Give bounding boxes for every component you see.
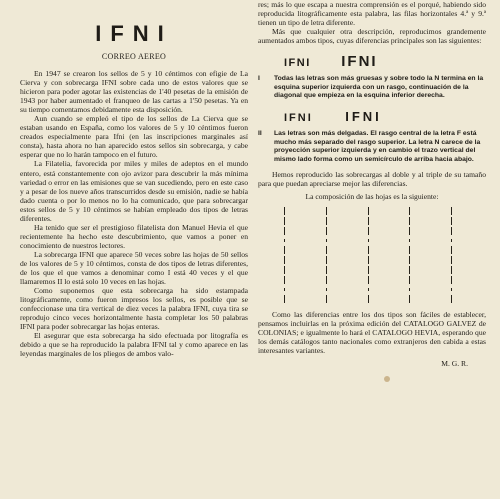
type-1-numeral: I bbox=[258, 75, 260, 83]
type-2-mark bbox=[368, 239, 369, 242]
type-1-mark bbox=[368, 295, 369, 303]
paragraph: Como las diferencias entre los dos tipos son fáciles de establecer, pensamos incluirlas en la próxima edición del CATALOGO GALVEZ de COLONIAS; e igualmente lo hará el CATALOGO HEVIA, esperando que los demás catálogos tanto nacionales como extranjeros den cabida a estas interesantes variantes. bbox=[258, 310, 486, 356]
type-1-mark bbox=[284, 227, 285, 235]
sheet-column bbox=[409, 206, 410, 304]
type-1-mark bbox=[409, 217, 410, 225]
sheet-column bbox=[326, 206, 327, 304]
type-1-mark bbox=[368, 207, 369, 215]
type-1-mark bbox=[284, 266, 285, 274]
paragraph: El asegurar que esta sobrecarga ha sido efectuada por litografía es debido a que se ha reproducido la palabra IFNI tal y como aparece en las leyendas marginales de los pliegos de ambos valo- bbox=[20, 331, 248, 359]
type-1-mark bbox=[326, 207, 327, 215]
type-1-mark bbox=[326, 246, 327, 254]
type-1-mark bbox=[409, 246, 410, 254]
type-1-mark bbox=[451, 207, 452, 215]
section-subtitle: CORREO AEREO bbox=[101, 52, 167, 61]
type-2-mark bbox=[409, 239, 410, 242]
type-1-mark bbox=[284, 246, 285, 254]
type-1-sample-large: IFNI bbox=[341, 53, 378, 71]
type-1-mark bbox=[284, 295, 285, 303]
paragraph: La Filatelia, favorecida por miles y miles de adeptos en el mundo entero, está constantemente con ojo avizor para descubrir la más mínima variedad o error en las emisiones que se van sucediendo, pero en este caso y a pesar de los nueve años transcurridos desde su emisión, nadie se había dado cuenta o por lo menos no lo ha comunicado, que para sobrecargar estos sellos de 5 y 10 céntimos se habían empleado dos tipos de letras diferentes. bbox=[20, 159, 248, 223]
page-title: IFNI bbox=[95, 21, 173, 46]
type-1-mark bbox=[284, 256, 285, 264]
type-1-mark bbox=[368, 266, 369, 274]
paragraph: En 1947 se crearon los sellos de 5 y 10 céntimos con efigie de La Cierva y con sobrecarga IFNI sobre cada uno de estos valores que se hicieron para poder agotar las existencias de 1'40 pesetas de la emisión de 1943 por haber aumentado el franqueo de las cartas a 1'50 pesetas. Ya en su tiempo comentamos debidamente esta disposición. bbox=[20, 69, 248, 115]
sheet-column bbox=[284, 206, 285, 304]
type-1-mark bbox=[368, 246, 369, 254]
type-1-mark bbox=[326, 276, 327, 284]
paragraph: Más que cualquier otra descripción, reproducimos grandemente aumentados ambos tipos, cuyas diferencias principales son las siguientes: bbox=[258, 27, 486, 46]
type-2-mark bbox=[326, 288, 327, 291]
type-1-mark bbox=[409, 276, 410, 284]
type-1-mark bbox=[368, 256, 369, 264]
type-1-mark bbox=[409, 207, 410, 215]
right-column bbox=[258, 0, 486, 368]
type-2-sample-large: IFNI bbox=[345, 109, 382, 125]
type-1-mark bbox=[284, 276, 285, 284]
paragraph: Hemos reproducido las sobrecargas al doble y al triple de su tamaño para que puedan apreciarse mejor las diferencias. bbox=[258, 170, 486, 189]
paper-stain bbox=[384, 376, 390, 382]
type-1-description bbox=[258, 75, 486, 100]
type-1-mark bbox=[326, 266, 327, 274]
type-2-mark bbox=[326, 239, 327, 242]
sheet-composition-diagram bbox=[284, 206, 452, 304]
type-2-samples bbox=[258, 108, 486, 126]
type-1-mark bbox=[326, 217, 327, 225]
type-2-sample-small: IFNI bbox=[284, 112, 313, 125]
type-1-mark bbox=[451, 276, 452, 284]
type-1-mark bbox=[409, 227, 410, 235]
type-2-mark bbox=[409, 288, 410, 291]
type-1-text: Todas las letras son más gruesas y sobre todo la N termina en la esquina superior izquierda con un rasgo, continuación de la diagonal que empieza en la esquina inferior derecha. bbox=[274, 75, 484, 100]
type-1-mark bbox=[409, 266, 410, 274]
type-1-mark bbox=[326, 227, 327, 235]
paragraph: Aun cuando se empleó el tipo de los sellos de La Cierva que se estaban usando en España, como los valores de 5 y 10 céntimos fueron creados especialmente para Ifni (en las inscripciones marginales así consta), hasta ahora no han aparecido estos sellos sin sobrecarga, y cabe esperar que no lo harán tampoco en el futuro. bbox=[20, 114, 248, 160]
type-1-mark bbox=[284, 217, 285, 225]
paragraph: Ha tenido que ser el prestigioso filatelista don Manuel Hevia el que recientemente ha hecho este descubrimiento, que vamos a poner en conocimiento de nuestros lectores. bbox=[20, 222, 248, 250]
type-2-mark bbox=[368, 288, 369, 291]
type-1-samples bbox=[258, 53, 486, 71]
left-column bbox=[20, 0, 248, 359]
type-2-mark bbox=[284, 288, 285, 291]
type-1-mark bbox=[451, 246, 452, 254]
type-2-mark bbox=[284, 239, 285, 242]
type-2-text: Las letras son más delgadas. El rasgo central de la letra F está mucho más separado del rasgo superior. La letra N carece de la proyección superior izquierda y en cambio el trazo vertical del mismo lado forma como un semicírculo de arriba hacia abajo. bbox=[274, 130, 481, 163]
type-1-mark bbox=[451, 256, 452, 264]
type-2-mark bbox=[451, 288, 452, 291]
type-1-mark bbox=[409, 295, 410, 303]
type-1-mark bbox=[284, 207, 285, 215]
type-1-mark bbox=[326, 256, 327, 264]
author-signature: M. G. R. bbox=[441, 359, 468, 369]
paragraph: La composición de las hojas es la siguiente: bbox=[305, 192, 439, 202]
paragraph: Como suponemos que esta sobrecarga ha sido estampada litográficamente, como fueron impresos los sellos, es posible que se confeccionase una tira vertical de diez veces la palabra IFNI, cuya tira se reprodujo cinco veces horizontalmente hasta completar los 50 palabras IFNI para poder sobrecargar las hojas enteras. bbox=[20, 286, 248, 332]
type-1-mark bbox=[368, 276, 369, 284]
type-1-mark bbox=[368, 227, 369, 235]
paragraph: La sobrecarga IFNI que aparece 50 veces sobre las hojas de 50 sellos de los valores de 5 y 10 céntimos, consta de dos tipos de letras diferentes, de los que el que vamos a denominar como I está 40 veces y el que llamaremos II lo está solo 10 veces en las hojas. bbox=[20, 249, 248, 287]
type-1-mark bbox=[326, 295, 327, 303]
sheet-column bbox=[368, 206, 369, 304]
paragraph: res; más lo que escapa a nuestra comprensión es el porqué, habiendo sido reproducida litográficamente esta palabra, las filas horizontales 4.ª y 9.ª tienen un tipo de letra diferente. bbox=[258, 0, 486, 28]
sheet-column bbox=[451, 206, 452, 304]
type-1-sample-small: IFNI bbox=[284, 57, 311, 70]
type-1-mark bbox=[451, 295, 452, 303]
type-2-numeral: II bbox=[258, 130, 262, 138]
type-1-mark bbox=[409, 256, 410, 264]
type-1-mark bbox=[451, 217, 452, 225]
type-1-mark bbox=[451, 227, 452, 235]
type-2-mark bbox=[451, 239, 452, 242]
type-2-description bbox=[258, 130, 486, 164]
type-1-mark bbox=[368, 217, 369, 225]
type-1-mark bbox=[451, 266, 452, 274]
